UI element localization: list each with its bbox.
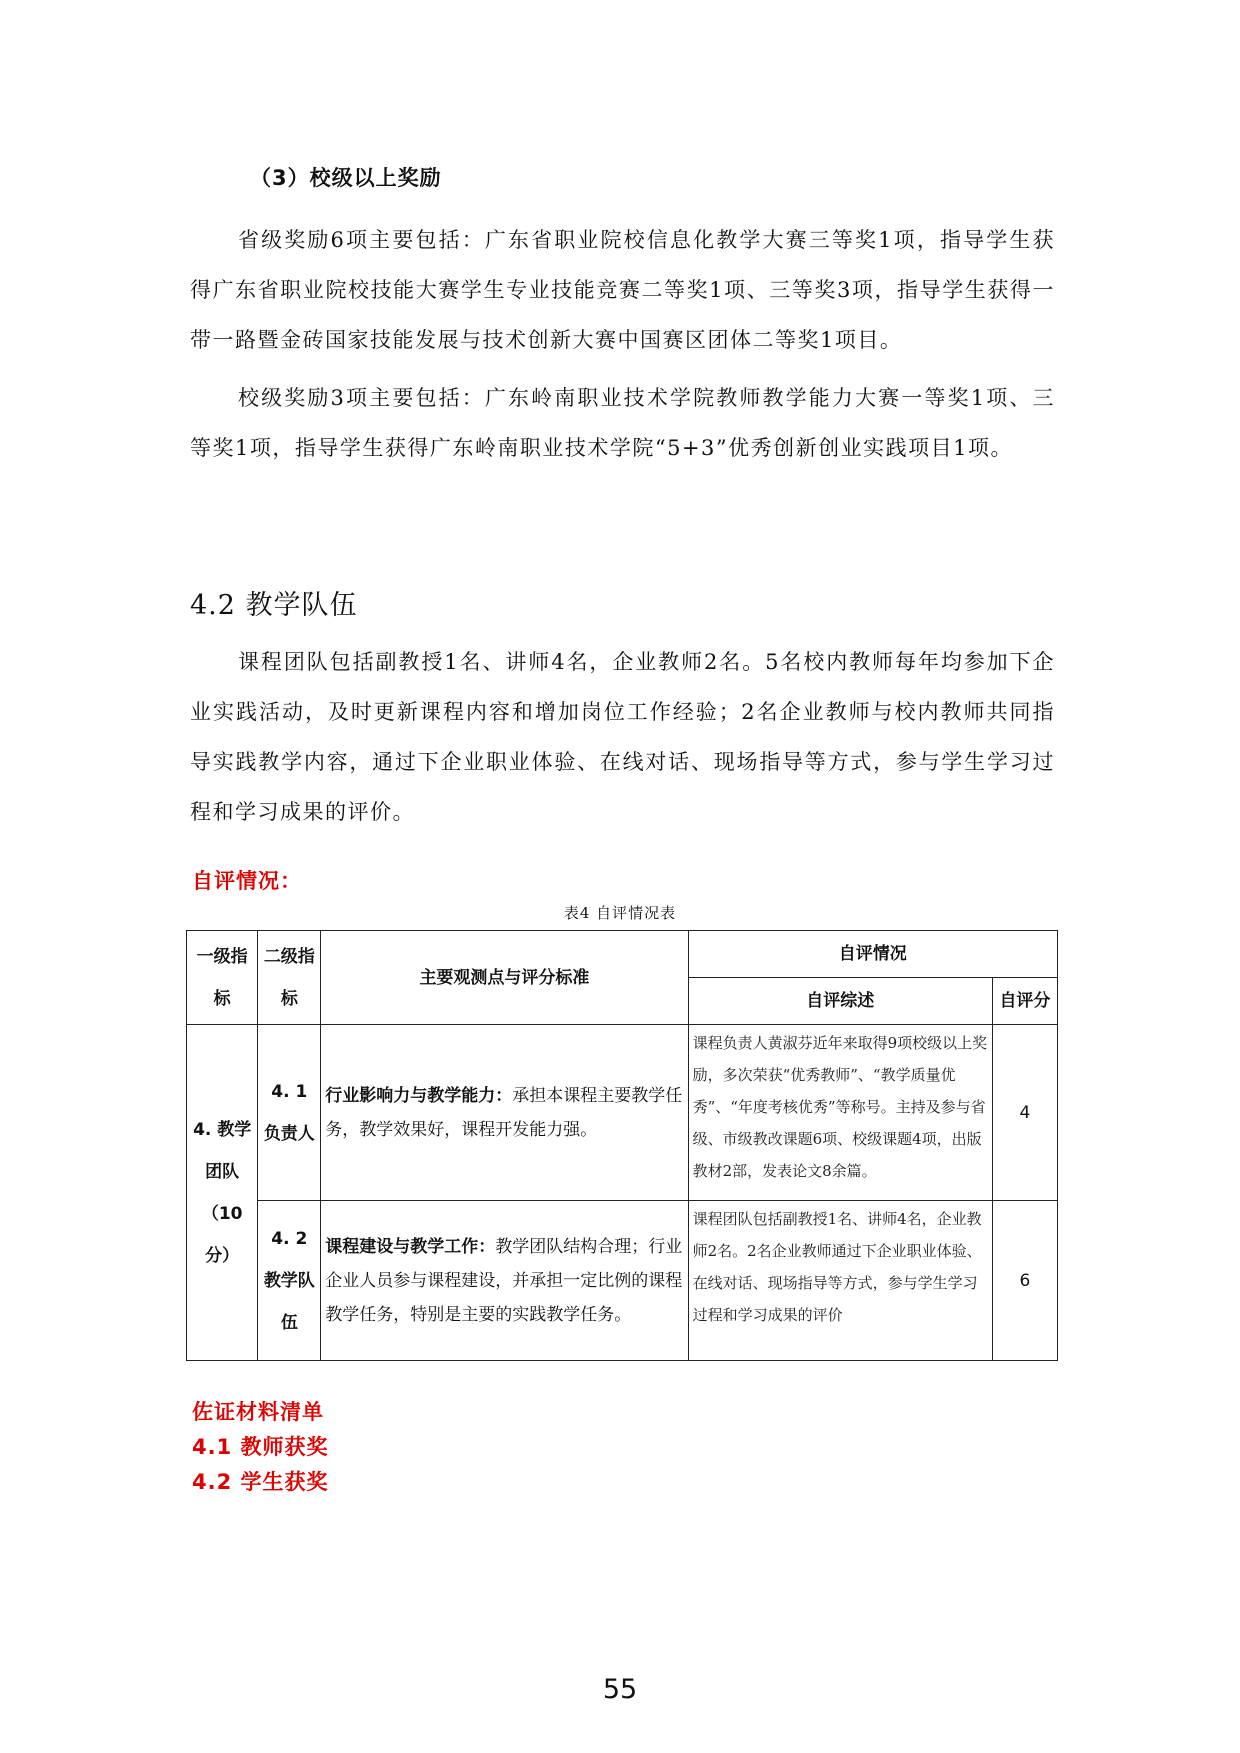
- header-self-eval: 自评情况: [688, 931, 1057, 978]
- provincial-awards-text: 省级奖励6项主要包括：广东省职业院校信息化教学大赛三等奖1项，指导学生获得广东省职业院校技能大赛学生专业技能竞赛二等奖1项、三等奖3项，指导学生获得一带一路暨金砖国家技能发展与技术创新大赛中国赛区团体二等奖1项目。: [190, 228, 1055, 352]
- header-summary: 自评综述: [688, 978, 992, 1025]
- table-row: [187, 1025, 1058, 1201]
- level2-cell: 4. 1 负责人: [258, 1025, 321, 1201]
- header-criteria: 主要观测点与评分标准: [321, 931, 688, 1025]
- self-eval-label: 自评情况：: [192, 869, 302, 893]
- header-score: 自评分: [992, 978, 1057, 1025]
- score-cell: 6: [992, 1201, 1057, 1361]
- level1-line1: 4. 教学: [193, 1119, 252, 1140]
- level1-cell: [187, 1025, 258, 1361]
- level1-line3: （10 分）: [201, 1203, 243, 1266]
- criteria-text: 承担本课程主要教学任务，教学效果好，课程开发能力强。: [325, 1085, 683, 1140]
- evidence-title: 佐证材料清单: [192, 1400, 324, 1424]
- evidence-item-teacher-awards: 4.1 教师获奖: [192, 1435, 329, 1459]
- table-header-row: [187, 931, 1058, 978]
- criteria-cell: [321, 1025, 688, 1201]
- evidence-item-student-awards: 4.2 学生获奖: [192, 1470, 329, 1494]
- criteria-bold: 行业影响力与教学能力：: [325, 1085, 513, 1106]
- criteria-bold: 课程建设与教学工作：: [325, 1236, 496, 1257]
- score-cell: 4: [992, 1025, 1057, 1201]
- criteria-text: 教学团队结构合理；行业企业人员参与课程建设，并承担一定比例的课程教学任务，特别是主要的实践教学任务。: [325, 1236, 683, 1325]
- header-level2: 二级指标: [258, 931, 321, 1025]
- table-row: [187, 1201, 1058, 1361]
- self-eval-table: [186, 930, 1058, 1361]
- criteria-cell: [321, 1201, 688, 1361]
- table-caption: 表4 自评情况表: [563, 904, 677, 922]
- page-number: 55: [602, 1674, 638, 1705]
- school-awards-text: 校级奖励3项主要包括：广东岭南职业技术学院教师教学能力大赛一等奖1项、三等奖1项，指导学生获得广东岭南职业技术学院“5+3”优秀创新创业实践项目1项。: [190, 386, 1055, 460]
- summary-cell: 课程负责人黄淑芬近年来取得9项校级以上奖励，多次荣获“优秀教师”、“教学质量优秀”、“年度考核优秀”等称号。主持及参与省级、市级教改课题6项、校级课题4项，出版教材2部，发表论文8余篇。: [688, 1025, 992, 1201]
- level1-line2: 团队: [205, 1161, 240, 1182]
- provincial-awards-paragraph: [190, 215, 1055, 473]
- header-level1: 一级指标: [187, 931, 258, 1025]
- awards-subheading: （3）校级以上奖励: [250, 166, 442, 190]
- summary-cell: 课程团队包括副教授1名、讲师4名，企业教师2名。2名企业教师通过下企业职业体验、在线对话、现场指导等方式，参与学生学习过程和学习成果的评价: [688, 1201, 992, 1361]
- team-paragraph: 课程团队包括副教授1名、讲师4名，企业教师2名。5名校内教师每年均参加下企业实践活动，及时更新课程内容和增加岗位工作经验；2名企业教师与校内教师共同指导实践教学内容，通过下企业职业体验、在线对话、现场指导等方式，参与学生学习过程和学习成果的评价。: [190, 650, 1055, 824]
- section-title: 4.2 教学队伍: [190, 590, 358, 621]
- level2-cell: 4. 2 教学队伍: [258, 1201, 321, 1361]
